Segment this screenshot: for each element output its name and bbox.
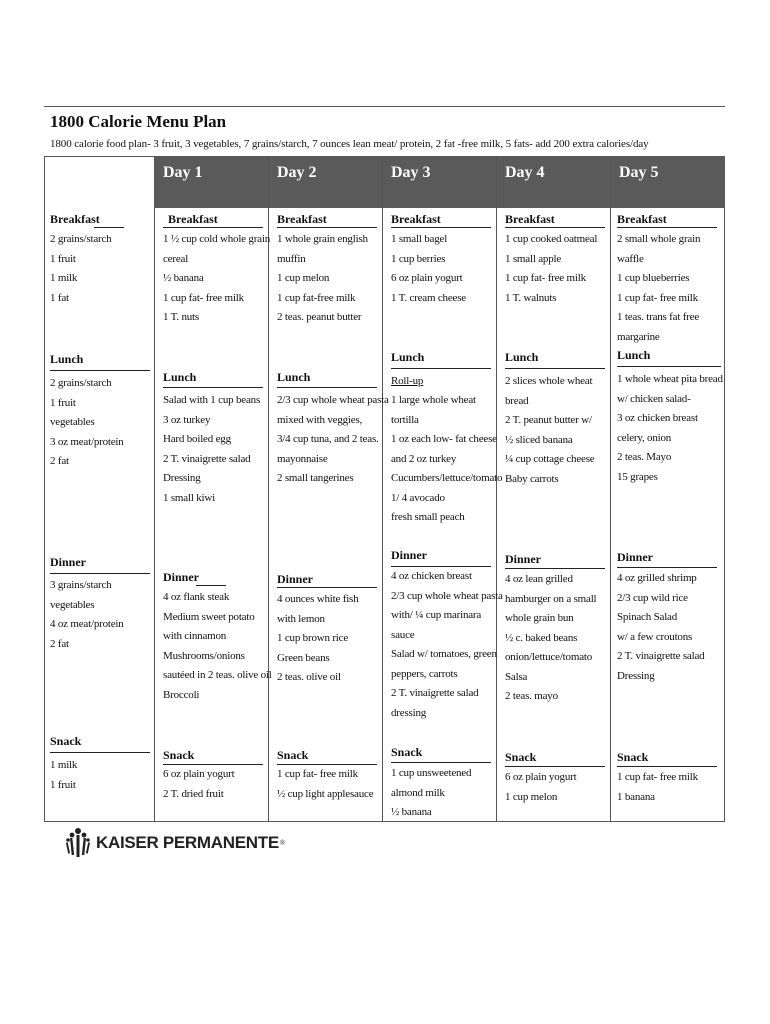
day2-lunch-heading: Lunch (277, 370, 311, 384)
day2-snack-list (277, 765, 373, 804)
menu-line: 1 cup fat-free milk (277, 291, 356, 304)
day3-lunch-subheading: Roll-up (391, 375, 424, 387)
menu-line: 1 banana (617, 790, 655, 803)
day4-lunch-list (505, 372, 594, 489)
day3-snack-heading: Snack (391, 745, 423, 759)
guide-snack-heading: Snack (50, 734, 82, 748)
heading-underline (617, 227, 717, 228)
heading-underline (505, 227, 605, 228)
day2-dinner-heading: Dinner (277, 572, 313, 586)
column-divider (154, 156, 155, 822)
menu-line: 4 oz meat/protein (50, 618, 124, 630)
menu-line: 1 milk (50, 272, 78, 284)
menu-line: fresh small peach (391, 511, 465, 523)
heading-underline (163, 227, 263, 228)
menu-line: Dressing (163, 472, 201, 484)
column-divider (610, 156, 611, 822)
menu-line: 1 cup fat- free milk (277, 768, 358, 780)
day4-breakfast-list (505, 230, 597, 308)
menu-line: mayonnaise (277, 452, 328, 465)
day-4-header: Day 4 (505, 164, 545, 181)
day2-snack-heading: Snack (277, 748, 309, 762)
heading-underline (391, 762, 491, 763)
menu-line: 1 fruit (50, 252, 76, 265)
menu-line: 1 cup melon (505, 790, 558, 803)
heading-underline (196, 585, 226, 586)
heading-underline (505, 368, 605, 369)
menu-line: 2 T. dried fruit (163, 787, 224, 800)
day2-breakfast-list (277, 230, 368, 328)
day2-breakfast-heading: Breakfast (277, 212, 327, 226)
menu-line: 1 small kiwi (163, 491, 215, 504)
menu-line: 1 cup cooked oatmeal (505, 233, 598, 245)
menu-line: 1 ½ cup cold whole grain (163, 233, 271, 245)
guide-breakfast-heading: Breakfast (50, 212, 100, 226)
menu-line: 1 cup brown rice (277, 632, 349, 644)
heading-underline (505, 568, 605, 569)
menu-line: 4 oz lean grilled (505, 573, 573, 585)
day3-dinner-list (391, 567, 503, 723)
menu-line: 1 cup unsweetened (391, 767, 472, 779)
heading-underline (277, 587, 377, 588)
day5-breakfast-heading: Breakfast (617, 212, 667, 226)
day4-snack-heading: Snack (505, 750, 537, 764)
day5-lunch-list (617, 370, 723, 487)
heading-underline (94, 227, 124, 228)
menu-line: onion/lettuce/tomato (505, 651, 593, 663)
menu-line: 4 oz grilled shrimp (617, 572, 697, 584)
menu-line: 2 T. peanut butter w/ (505, 414, 592, 426)
menu-line: 1 teas. trans fat free (617, 311, 700, 323)
menu-line: 2 teas. olive oil (277, 671, 341, 683)
day2-dinner-list (277, 590, 358, 688)
day-2-header: Day 2 (277, 164, 317, 181)
menu-line: ½ banana (391, 806, 432, 818)
menu-line: 3 oz chicken breast (617, 412, 698, 424)
menu-line: Hard boiled egg (163, 433, 231, 445)
menu-line: 1 cup blueberries (617, 272, 690, 284)
heading-underline (163, 387, 263, 388)
day1-lunch-list (163, 391, 260, 508)
menu-line: Salsa (505, 670, 528, 683)
top-rule (44, 106, 725, 107)
menu-line: dressing (391, 706, 427, 719)
menu-line: 2/3 cup whole wheat pasta (391, 589, 503, 602)
menu-line: 1 large whole wheat (391, 394, 476, 406)
menu-line: 1 T. nuts (163, 311, 199, 323)
menu-line: 1 small bagel (391, 233, 448, 245)
day1-breakfast-heading: Breakfast (168, 212, 218, 226)
day1-lunch-heading: Lunch (163, 370, 197, 384)
menu-line: Medium sweet potato (163, 610, 255, 623)
day1-breakfast-list (163, 230, 270, 328)
column-divider (382, 156, 383, 822)
menu-line: 4 oz flank steak (163, 591, 230, 603)
day3-breakfast-list (391, 230, 466, 308)
menu-line: ¼ cup cottage cheese (505, 453, 595, 465)
menu-line: vegetables (50, 598, 95, 611)
day3-lunch-list (391, 391, 502, 528)
menu-line: Broccoli (163, 688, 200, 701)
menu-line: mixed with veggies, (277, 413, 363, 426)
guide-dinner-list (50, 576, 124, 654)
menu-line: whole grain bun (505, 612, 574, 624)
day5-lunch-heading: Lunch (617, 348, 651, 362)
menu-line: and 2 oz turkey (391, 452, 457, 465)
menu-line: 2 teas. peanut butter (277, 311, 362, 323)
menu-line: muffin (277, 252, 306, 265)
menu-line: 6 oz plain yogurt (163, 768, 235, 780)
menu-line: ½ cup light applesauce (277, 787, 374, 800)
day4-lunch-heading: Lunch (505, 350, 539, 364)
menu-line: 2 teas. mayo (505, 690, 558, 702)
day5-snack-heading: Snack (617, 750, 649, 764)
menu-line: 1 cup melon (277, 272, 330, 284)
heading-underline (617, 366, 721, 367)
menu-line: 6 oz plain yogurt (505, 771, 577, 783)
heading-underline (50, 370, 150, 371)
day-1-header: Day 1 (163, 164, 203, 181)
kaiser-permanente-logo (66, 826, 285, 860)
day4-breakfast-heading: Breakfast (505, 212, 555, 226)
menu-line: 1 T. cream cheese (391, 291, 466, 304)
day3-snack-list (391, 764, 471, 823)
heading-underline (617, 567, 717, 568)
day-3-header: Day 3 (391, 164, 431, 181)
kp-figures-icon (66, 827, 90, 859)
menu-line: Cucumbers/lettuce/tomato (391, 472, 503, 484)
guide-lunch-heading: Lunch (50, 352, 84, 366)
menu-line: ½ c. baked beans (505, 631, 578, 644)
heading-underline (277, 227, 377, 228)
menu-line: bread (505, 394, 529, 407)
menu-line: 2/3 cup whole wheat pasta (277, 394, 389, 406)
heading-underline (277, 387, 377, 388)
logo-wordmark: KAISER PERMANENTE (96, 833, 279, 852)
guide-snack-list (50, 756, 77, 795)
menu-line: 2 small whole grain (617, 233, 701, 245)
heading-underline (50, 573, 150, 574)
menu-line: with/ ¼ cup marinara (391, 609, 482, 621)
registered-mark: ® (279, 839, 286, 847)
menu-line: Salad with 1 cup beans (163, 394, 261, 406)
heading-underline (391, 227, 491, 228)
menu-line: sauce (391, 628, 415, 641)
menu-line: 1/ 4 avocado (391, 491, 445, 504)
day4-snack-list (505, 768, 576, 807)
menu-line: w/ a few croutons (617, 630, 693, 643)
menu-line: Salad w/ tomatoes, green (391, 648, 497, 660)
menu-line: 1 milk (50, 759, 78, 771)
page-subtitle: 1800 calorie food plan- 3 fruit, 3 vegetables, 7 grains/starch, 7 ounces lean meat/ protein, 2 fat -free milk, 5 fats- add 200 extra calories/day (50, 138, 649, 150)
menu-line: 2 grains/starch (50, 233, 112, 245)
menu-line: 3 oz meat/protein (50, 435, 124, 448)
menu-line: Dressing (617, 669, 655, 682)
guide-breakfast-list (50, 230, 111, 308)
menu-line: ½ banana (163, 272, 204, 284)
heading-underline (505, 766, 605, 767)
menu-line: 2 grains/starch (50, 377, 112, 389)
menu-line: hamburger on a small (505, 592, 597, 605)
menu-line: cereal (163, 252, 189, 265)
menu-line: 2 teas. Mayo (617, 451, 672, 463)
menu-line: sautéed in 2 teas. olive oil (163, 669, 272, 681)
menu-line: margarine (617, 330, 660, 343)
day4-dinner-list (505, 570, 596, 707)
menu-line: 2 T. vinaigrette salad (617, 650, 705, 662)
day-5-header: Day 5 (619, 164, 659, 181)
guide-lunch-list (50, 374, 124, 472)
menu-line: 2 T. vinaigrette salad (163, 452, 251, 465)
menu-line: 1 fruit (50, 396, 76, 409)
guide-dinner-heading: Dinner (50, 555, 86, 569)
menu-line: 6 oz plain yogurt (391, 272, 463, 284)
menu-line: peppers, carrots (391, 667, 458, 680)
menu-line: 1 small apple (505, 252, 562, 265)
menu-line: Mushrooms/onions (163, 649, 245, 662)
menu-line: Spinach Salad (617, 611, 678, 623)
menu-line: 1 cup berries (391, 252, 446, 265)
day5-snack-list (617, 768, 698, 807)
menu-line: 1 cup fat- free milk (617, 291, 698, 304)
menu-line: 1 cup fat- free milk (163, 291, 244, 304)
day4-dinner-heading: Dinner (505, 552, 541, 566)
menu-line: 4 ounces white fish (277, 593, 359, 605)
menu-line: celery, onion (617, 431, 672, 444)
menu-line: 3/4 cup tuna, and 2 teas. (277, 433, 379, 445)
menu-line: 2 fat (50, 637, 69, 650)
menu-line: with lemon (277, 612, 325, 625)
day1-snack-heading: Snack (163, 748, 195, 762)
menu-line: Baby carrots (505, 472, 559, 485)
menu-line: vegetables (50, 416, 95, 428)
heading-underline (617, 766, 717, 767)
menu-line: ½ sliced banana (505, 433, 573, 446)
day1-dinner-heading: Dinner (163, 570, 199, 584)
day2-lunch-list (277, 391, 389, 489)
menu-line: 2 fat (50, 455, 69, 467)
menu-line: 2 small tangerines (277, 472, 354, 484)
menu-line: 15 grapes (617, 470, 658, 483)
day1-snack-list (163, 765, 234, 804)
menu-line: 2/3 cup wild rice (617, 591, 688, 604)
menu-line: 2 T. vinaigrette salad (391, 687, 479, 699)
day5-breakfast-list (617, 230, 700, 347)
menu-line: 1 fruit (50, 778, 76, 791)
day3-breakfast-heading: Breakfast (391, 212, 441, 226)
menu-line: waffle (617, 252, 644, 265)
page-title: 1800 Calorie Menu Plan (50, 112, 227, 131)
heading-underline (50, 752, 150, 753)
menu-line: 1 T. walnuts (505, 291, 557, 304)
day5-dinner-heading: Dinner (617, 550, 653, 564)
day3-lunch-heading: Lunch (391, 350, 425, 364)
menu-line: almond milk (391, 786, 445, 799)
menu-line: Green beans (277, 651, 330, 664)
day1-dinner-list (163, 588, 272, 705)
menu-line: w/ chicken salad- (617, 392, 691, 405)
menu-line: 1 fat (50, 291, 69, 304)
menu-line: 1 cup fat- free milk (617, 771, 698, 783)
day3-dinner-heading: Dinner (391, 548, 427, 562)
day5-dinner-list (617, 569, 704, 686)
menu-line: 3 oz turkey (163, 413, 211, 426)
menu-line: with cinnamon (163, 630, 227, 642)
menu-line: 1 whole wheat pita bread (617, 373, 723, 385)
menu-line: 1 whole grain english (277, 233, 368, 245)
menu-line: 2 slices whole wheat (505, 375, 593, 387)
menu-line: 3 grains/starch (50, 579, 112, 591)
menu-line: 1 oz each low- fat cheese (391, 433, 497, 445)
menu-line: 1 cup fat- free milk (505, 272, 586, 284)
heading-underline (391, 368, 491, 369)
menu-line: 4 oz chicken breast (391, 570, 472, 582)
menu-line: tortilla (391, 413, 419, 426)
